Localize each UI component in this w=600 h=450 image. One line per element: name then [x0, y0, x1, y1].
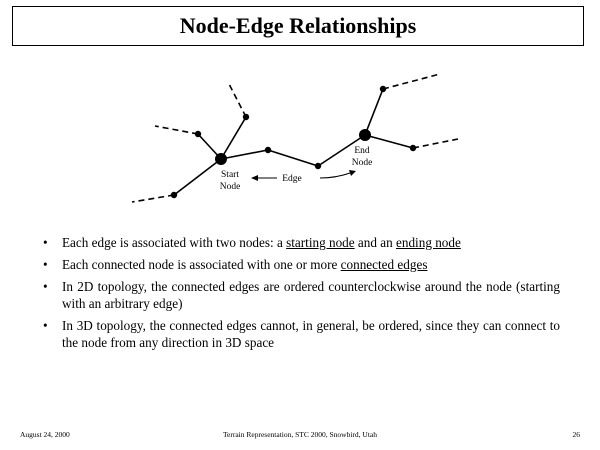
edge-c	[221, 117, 246, 159]
footer-center-text: Terrain Representation, STC 2000, Snowbird, Utah	[222, 430, 378, 439]
edge-e	[268, 150, 318, 166]
dashed-edge-4	[383, 74, 440, 89]
connected-edges-term: connected edges	[340, 257, 428, 272]
vertex-point	[171, 192, 177, 198]
bullet-item: • In 3D topology, the connected edges cannot, in general, be ordered, since they can connect to the node from any direction in 3D space	[43, 318, 560, 350]
end-node-label-2: Node	[351, 158, 373, 168]
bullet-dot: •	[43, 279, 48, 294]
dashed-edge-1	[132, 195, 174, 202]
bullet-dot: •	[43, 318, 48, 333]
vertex-point	[243, 114, 249, 120]
vertex-point	[410, 145, 416, 151]
bullet-dot: •	[43, 257, 48, 272]
start-node-label-2: Node	[219, 182, 241, 192]
ending-node-term: ending node	[396, 235, 461, 250]
dashed-edge-3	[228, 82, 246, 117]
dashed-edge-5	[413, 139, 458, 148]
dashed-edge-2	[155, 126, 198, 134]
footer-date: August 24, 2000	[20, 430, 70, 439]
end-node	[359, 129, 371, 141]
start-node	[215, 153, 227, 165]
bullet-item: • Each edge is associated with two nodes: a starting node and an ending node	[43, 235, 461, 250]
edge-d	[221, 150, 268, 159]
edge-h	[365, 135, 413, 148]
edge-label: Edge	[282, 174, 302, 184]
starting-node-term: starting node	[286, 235, 355, 250]
edge-a	[174, 159, 221, 195]
edge-g	[365, 89, 383, 135]
end-node-label-1: End	[354, 146, 370, 156]
bullet-item: • In 2D topology, the connected edges are ordered counterclockwise around the node (starting with an arbitrary edge)	[43, 279, 560, 311]
right-arrow	[320, 170, 356, 178]
bullet-item: • Each connected node is associated with one or more connected edges	[43, 257, 428, 272]
start-node-label-1: Start	[221, 170, 239, 180]
bullet-list	[40, 234, 560, 356]
vertex-point	[380, 86, 386, 92]
bullet-dot: •	[43, 235, 48, 250]
left-arrow	[251, 175, 277, 181]
vertex-point	[265, 147, 271, 153]
slide-title: Node-Edge Relationships	[179, 13, 417, 38]
footer-page-number: 26	[572, 430, 580, 439]
vertex-point	[315, 163, 321, 169]
vertex-point	[195, 131, 201, 137]
